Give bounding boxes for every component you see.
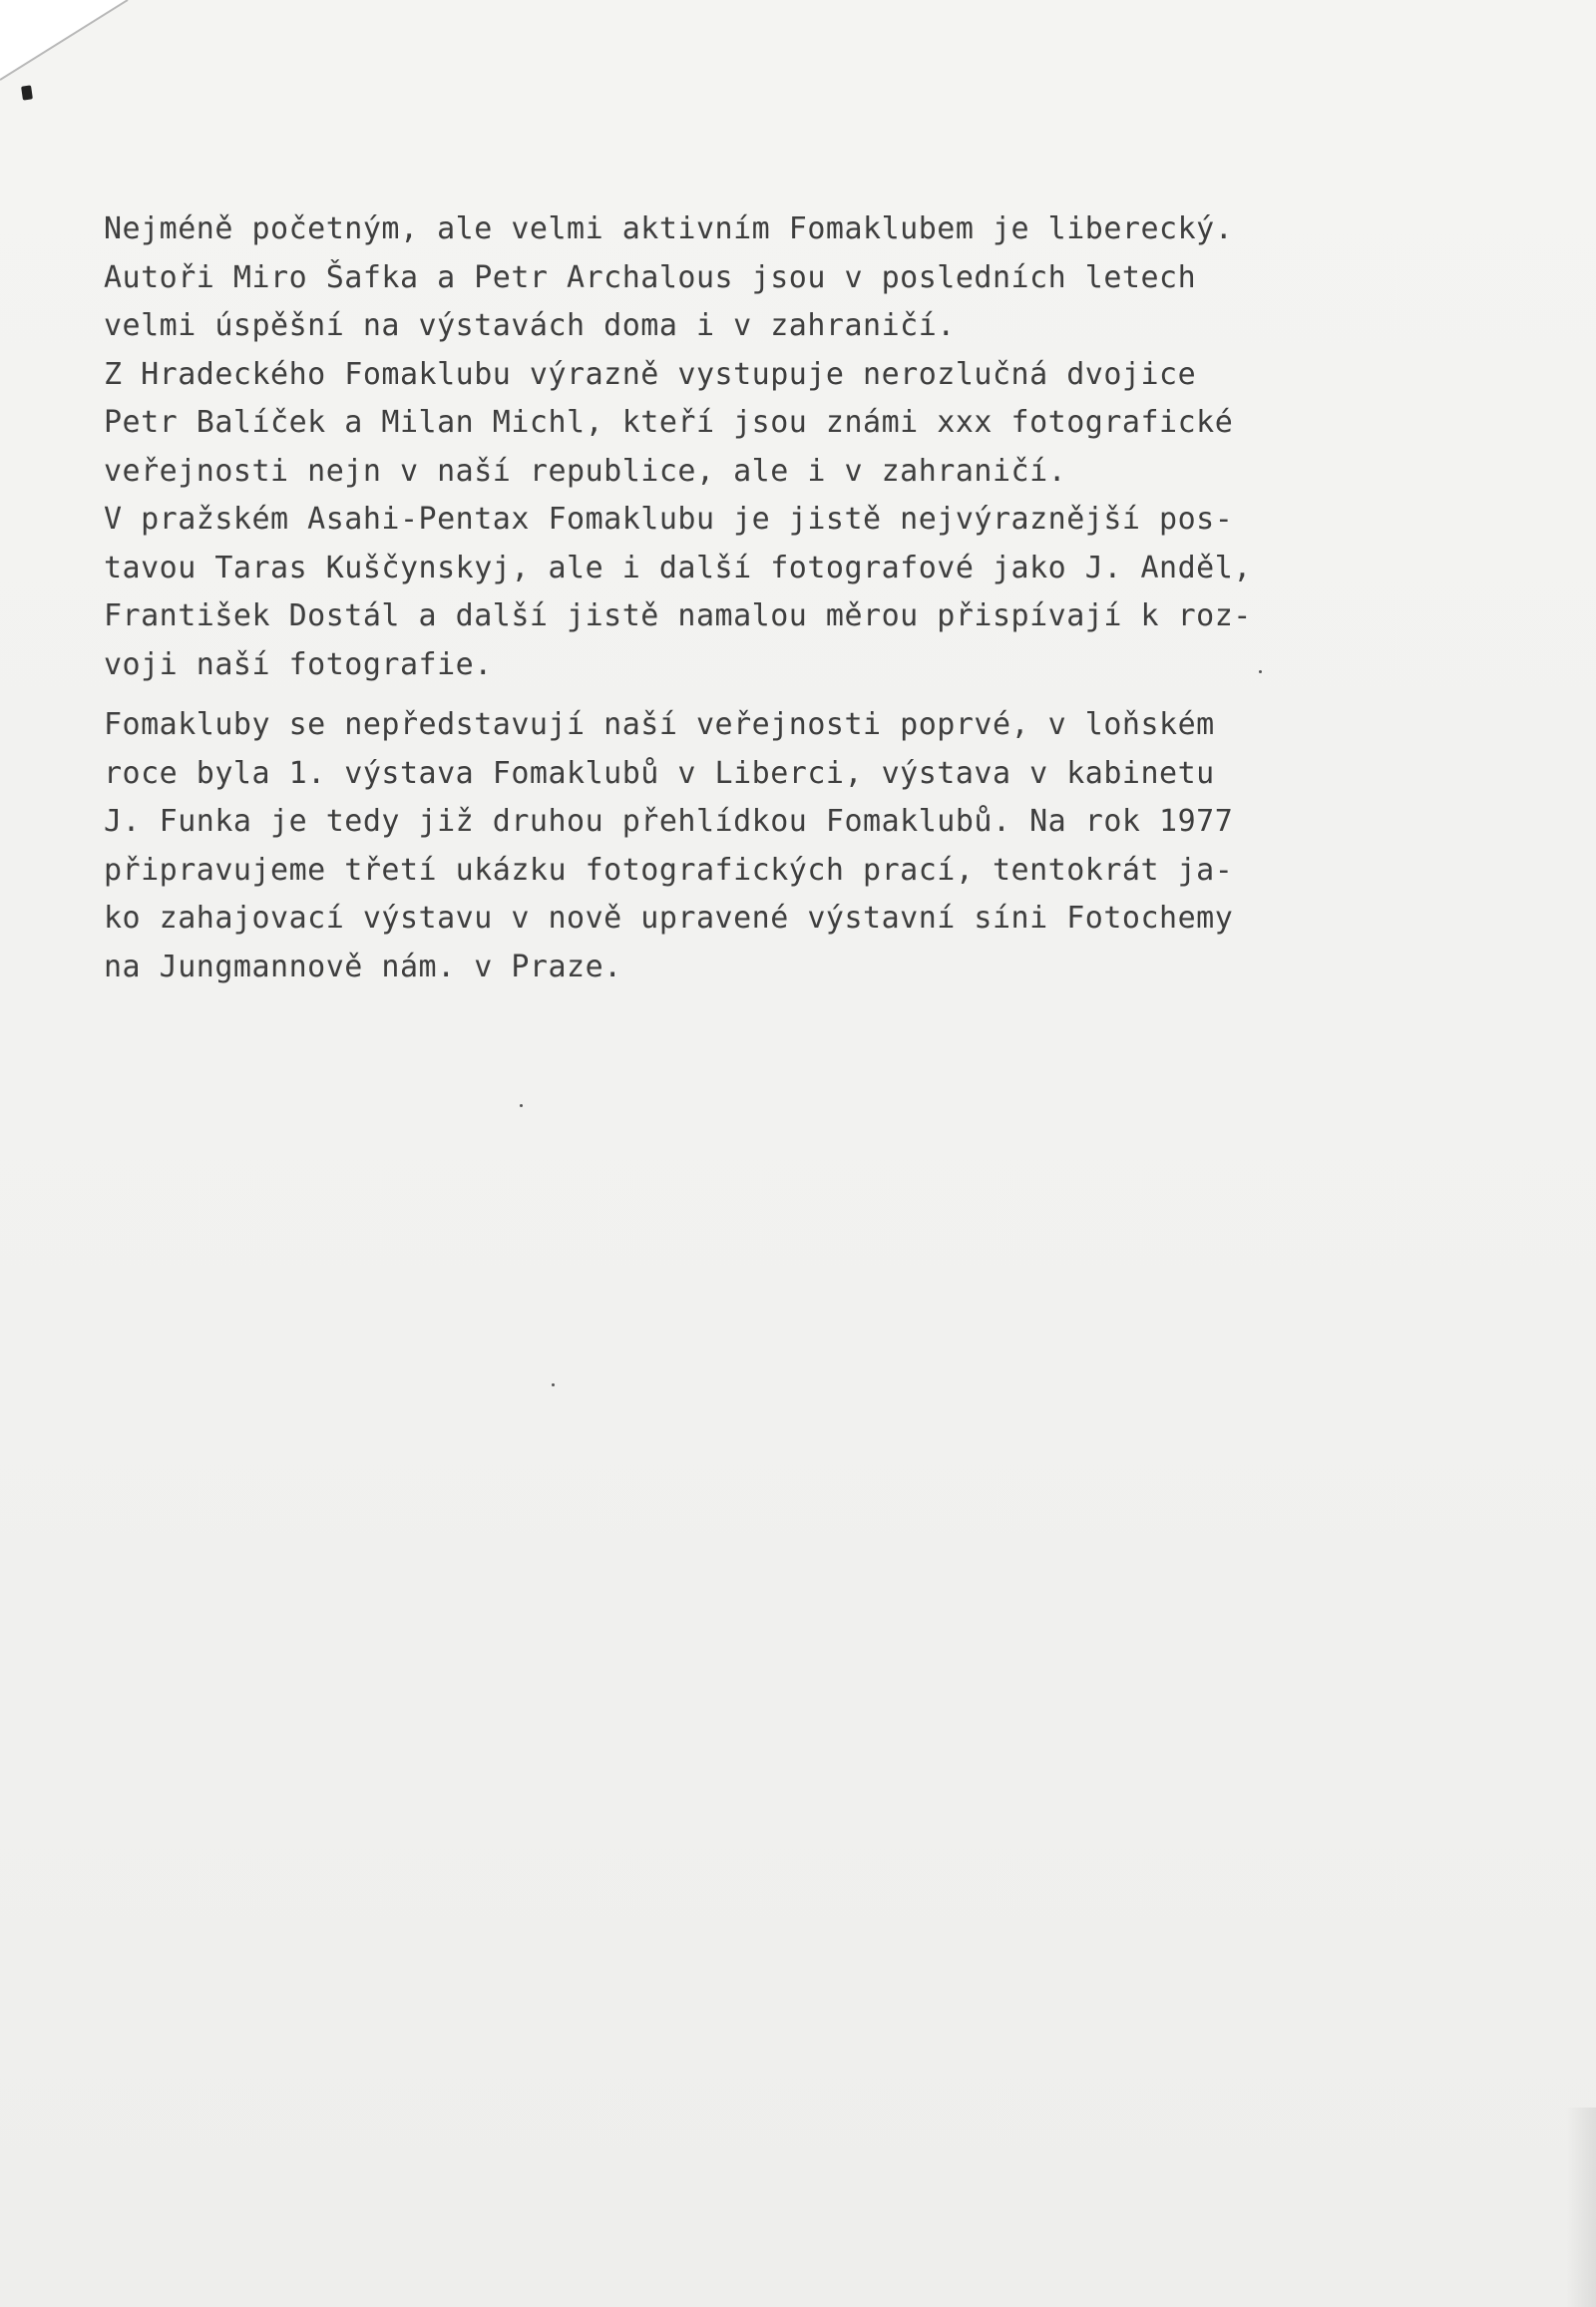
text-line: J. Funka je tedy již druhou přehlídkou Fomaklubů. Na rok 1977 <box>104 804 1234 839</box>
text-line: Autoři Miro Šafka a Petr Archalous jsou v posledních letech <box>104 259 1197 295</box>
text-line: veřejnosti nejn v naší republice, ale i v zahraničí. <box>104 453 1067 489</box>
scan-edge-shadow <box>1566 2108 1596 2307</box>
text-line: Nejméně početným, ale velmi aktivním Fomaklubem je liberecký. <box>104 211 1234 246</box>
text-line: František Dostál a další jistě namalou měrou přispívají k roz- <box>104 598 1252 633</box>
text-line: roce byla 1. výstava Fomaklubů v Liberci, výstava v kabinetu <box>104 755 1215 791</box>
text-line: ko zahajovací výstavu v nově upravené výstavní síni Fotochemy <box>104 901 1234 936</box>
text-line: tavou Taras Kuščynskyj, ale i další fotografové jako J. Anděl, <box>104 550 1252 585</box>
folded-corner <box>0 0 140 140</box>
paragraph-1 <box>104 205 1400 689</box>
text-line: připravujeme třetí ukázku fotografických prací, tentokrát ja- <box>104 852 1234 888</box>
paragraph-2 <box>104 701 1400 991</box>
text-line: Z Hradeckého Fomaklubu výrazně vystupuje nerozlučná dvojice <box>104 356 1197 392</box>
text-line: voji naší fotografie. <box>104 646 493 682</box>
ink-speck <box>552 1383 555 1386</box>
text-line: Fomakluby se nepředstavují naší veřejnosti poprvé, v loňském <box>104 707 1215 742</box>
text-line: velmi úspěšní na výstavách doma i v zahraničí. <box>104 308 956 343</box>
text-line: na Jungmannově nám. v Praze. <box>104 949 622 984</box>
staple-mark <box>21 85 33 100</box>
typewritten-text <box>104 205 1400 991</box>
ink-speck <box>1259 670 1262 673</box>
text-line: V pražském Asahi-Pentax Fomaklubu je jistě nejvýraznější pos- <box>104 502 1234 537</box>
text-line: Petr Balíček a Milan Michl, kteří jsou známi xxx fotografické <box>104 405 1234 440</box>
ink-speck <box>520 1104 523 1107</box>
